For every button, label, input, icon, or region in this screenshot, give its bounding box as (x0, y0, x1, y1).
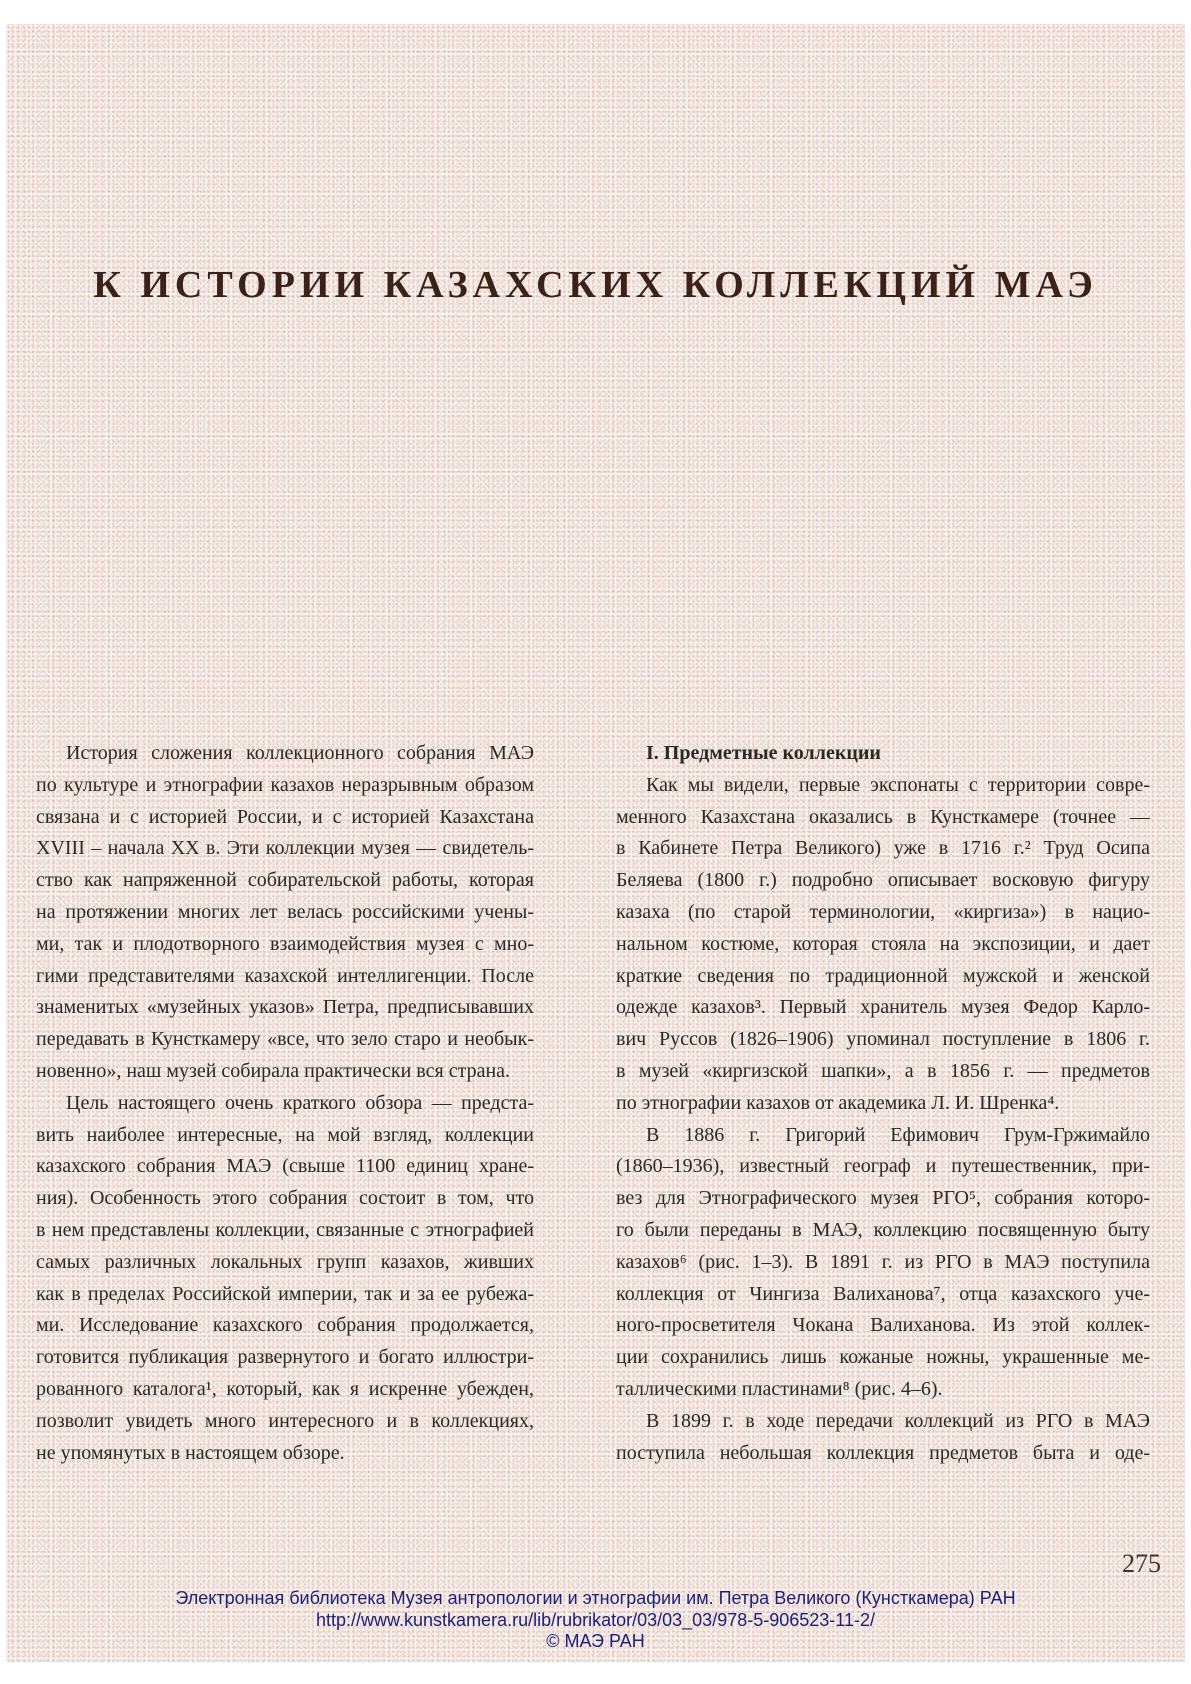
text-line: по этнографии казахов от академика Л. И. Шренка⁴. (616, 1091, 1060, 1114)
section-heading: I. Предметные коллекции (646, 742, 881, 764)
text-line: нальном костюме, которая стояла на экспозиции, и дает (616, 932, 1150, 955)
text-line: казахского собрания МАЭ (свыше 1100 единиц хране- (36, 1155, 534, 1178)
text-line: знаменитых «музейных указов» Петра, предписывавших (36, 996, 534, 1019)
text-line: передавать в Кунсткамеру «все, что зело старо и необык- (36, 1028, 534, 1051)
right-text-column (616, 738, 1150, 1469)
right-column-paragraphs (616, 770, 1150, 1470)
text-line: как в пределах Российской империи, так и за ее рубежа- (36, 1282, 534, 1305)
text-line: гими представителями казахской интеллигенции. После (36, 964, 534, 987)
library-stamp-url[interactable]: http://www.kunstkamera.ru/lib/rubrikator/03/03_03/978-5-906523-11-2/ (316, 1609, 875, 1630)
text-line: менного Казахстана оказались в Кунсткамере (точнее — (616, 805, 1150, 828)
text-line: вить наиболее интересные, на мой взгляд, коллекции (36, 1123, 534, 1146)
text-line: го были переданы в МАЭ, коллекцию посвященную быту (616, 1218, 1150, 1241)
text-line: ции сохранились лишь кожаные ножны, украшенные ме- (616, 1346, 1150, 1369)
text-line: не упомянутых в настоящем обзоре. (36, 1441, 345, 1464)
text-line: самых различных локальных групп казахов, живших (36, 1250, 534, 1273)
text-line: краткие сведения по традиционной мужской и женской (616, 964, 1150, 987)
text-line: рованного каталога¹, который, как я искренне убежден, (36, 1377, 534, 1400)
text-line: В 1899 г. в ходе передачи коллекций из РГО в МАЭ (646, 1409, 1150, 1432)
text-line: новенно», наш музей собирала практически вся страна. (36, 1059, 511, 1082)
text-line: (1860–1936), известный географ и путешественник, при- (616, 1155, 1150, 1178)
text-line: связана и с историей России, и с историей Казахстана (36, 805, 534, 828)
text-line: вез для Этнографического музея РГО⁵, собрания которо- (616, 1187, 1150, 1210)
text-line: по культуре и этнографии казахов неразрывным образом (36, 773, 534, 796)
text-line: в музей «киргизской шапки», а в 1856 г. — предметов (616, 1059, 1150, 1082)
text-line: Цель настоящего очень краткого обзора — предста- (66, 1091, 534, 1114)
paragraph (616, 1406, 1150, 1470)
library-stamp (0, 1588, 1191, 1653)
text-line: Беляева (1800 г.) подробно описывает восковую фигуру (616, 869, 1150, 892)
text-line: поступила небольшая коллекция предметов быта и оде- (616, 1441, 1150, 1464)
text-line: на протяжении многих лет велась российскими учены- (36, 900, 534, 923)
text-line: одежде казахов³. Первый хранитель музея Федор Карло- (616, 996, 1150, 1019)
paragraph (36, 1088, 534, 1470)
text-line: ного-просветителя Чокана Валиханова. Из этой коллек- (616, 1314, 1150, 1337)
text-line: в нем представлены коллекции, связанные с этнографией (36, 1218, 534, 1241)
text-line: коллекция от Чингиза Валиханова⁷, отца казахского уче- (616, 1282, 1150, 1305)
text-line: ми, так и плодотворного взаимодействия музея с мно- (36, 932, 534, 955)
text-line: В 1886 г. Григорий Ефимович Грум-Гржимайло (646, 1123, 1150, 1146)
left-text-column (36, 738, 534, 1469)
page-title: К ИСТОРИИ КАЗАХСКИХ КОЛЛЕКЦИЙ МАЭ (93, 264, 1098, 307)
paragraph (36, 738, 534, 1088)
library-stamp-name: Электронная библиотека Музея антропологии и этнографии им. Петра Великого (Кунсткамера) РАН (175, 1588, 1016, 1608)
text-line: ния). Особенность этого собрания состоит в том, что (36, 1187, 534, 1210)
text-line: XVIII – начала XX в. Эти коллекции музея — свидетель- (36, 837, 534, 860)
paragraph (616, 1120, 1150, 1406)
library-stamp-copyright: © МАЭ РАН (546, 1631, 645, 1651)
text-line: вич Руссов (1826–1906) упоминал поступление в 1806 г. (616, 1028, 1150, 1051)
text-line: казахов⁶ (рис. 1–3). В 1891 г. из РГО в МАЭ поступила (616, 1250, 1150, 1273)
paragraph (616, 770, 1150, 1120)
text-line: в Кабинете Петра Великого) уже в 1716 г.² Труд Осипа (616, 837, 1150, 860)
text-line: История сложения коллекционного собрания МАЭ (66, 742, 534, 764)
text-line: ми. Исследование казахского собрания продолжается, (36, 1314, 534, 1337)
text-line: готовится публикация развернутого и богато иллюстри- (36, 1346, 534, 1369)
text-line: ство как напряженной собирательской работы, которая (36, 869, 534, 892)
page-number: 275 (1122, 1549, 1161, 1578)
text-line: казаха (по старой терминологии, «киргиза») в нацио- (616, 900, 1150, 923)
text-line: позволит увидеть много интересного и в коллекциях, (36, 1409, 534, 1432)
text-line: таллическими пластинами⁸ (рис. 4–6). (616, 1377, 943, 1400)
text-line: Как мы видели, первые экспонаты с территории совре- (646, 773, 1150, 796)
